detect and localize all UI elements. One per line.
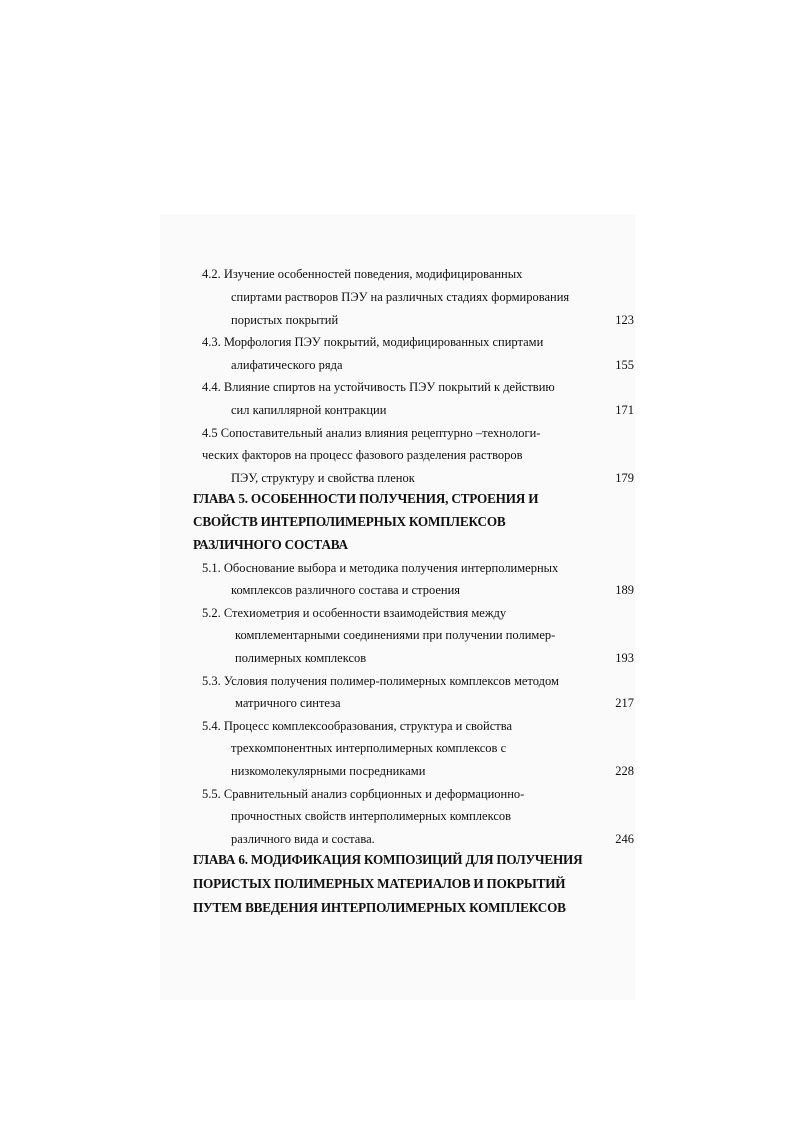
toc-entry-title-line: матричного синтеза [235, 696, 341, 710]
toc-page-number: 193 [615, 651, 634, 665]
toc-entry-title-line: сил капиллярной контракции [231, 403, 387, 417]
toc-entry-title-line: комплексов различного состава и строения [231, 583, 461, 597]
chapter-heading-line: РАЗЛИЧНОГО СОСТАВА [193, 537, 348, 552]
toc-entry-title-line: ческих факторов на процесс фазового разделения растворов [202, 448, 523, 462]
toc-entry-title-line: ПЭУ, структуру и свойства пленок [231, 471, 415, 485]
toc-entry-title-line: прочностных свойств интерполимерных комплексов [231, 809, 512, 823]
toc-entry-title-line: 4.3. Морфология ПЭУ покрытий, модифицированных спиртами [202, 335, 544, 349]
toc-page-number: 179 [615, 471, 634, 485]
chapter-heading-line: ПОРИСТЫХ ПОЛИМЕРНЫХ МАТЕРИАЛОВ И ПОКРЫТИЙ [193, 876, 566, 891]
toc-entry-title-line: различного вида и состава. [231, 832, 375, 846]
toc-entry-title-line: 5.3. Условия получения полимер-полимерных комплексов методом [202, 674, 559, 688]
chapter-heading-line: СВОЙСТВ ИНТЕРПОЛИМЕРНЫХ КОМПЛЕКСОВ [193, 514, 506, 529]
toc-entry-title-line: низкомолекулярными посредниками [231, 764, 426, 778]
toc-entry-title-line: спиртами растворов ПЭУ на различных стадиях формирования [231, 290, 570, 304]
toc-entry-title-line: 5.4. Процесс комплексообразования, структура и свойства [202, 719, 513, 733]
toc-entry-title-line: 5.1. Обоснование выбора и методика получения интерполимерных [202, 561, 559, 575]
toc-entry-title-line: комплементарными соединениями при получении полимер- [235, 628, 556, 642]
toc-entry-title-line: полимерных комплексов [235, 651, 367, 665]
toc-page-number: 217 [615, 696, 634, 710]
toc-page-number: 189 [615, 583, 634, 597]
chapter-heading-line: ПУТЕМ ВВЕДЕНИЯ ИНТЕРПОЛИМЕРНЫХ КОМПЛЕКСОВ [193, 900, 566, 915]
toc-entry-title-line: 4.2. Изучение особенностей поведения, модифицированных [202, 267, 523, 281]
toc-page-number: 171 [615, 403, 634, 417]
toc-entry-title-line: 4.4. Влияние спиртов на устойчивость ПЭУ покрытий к действию [202, 380, 555, 394]
toc-entry-title-line: 4.5 Сопоставительный анализ влияния рецептурно –технологи- [202, 426, 541, 440]
toc-entry-title-line: алифатического ряда [231, 358, 343, 372]
toc-page-number: 155 [615, 358, 634, 372]
toc-page-number: 246 [615, 832, 634, 846]
toc-entry-title-line: 5.2. Стехиометрия и особенности взаимодействия между [202, 606, 507, 620]
toc-page-number: 228 [615, 764, 634, 778]
toc-entry-title-line: пористых покрытий [231, 313, 339, 327]
toc-entry-title-line: 5.5. Сравнительный анализ сорбционных и деформационно- [202, 787, 525, 801]
toc-page-number: 123 [615, 313, 634, 327]
chapter-heading-line: ГЛАВА 6. МОДИФИКАЦИЯ КОМПОЗИЦИЙ ДЛЯ ПОЛУЧЕНИЯ [193, 852, 583, 867]
chapter-heading-line: ГЛАВА 5. ОСОБЕННОСТИ ПОЛУЧЕНИЯ, СТРОЕНИЯ И [193, 491, 539, 506]
toc-entry-title-line: трехкомпонентных интерполимерных комплексов с [231, 741, 507, 755]
